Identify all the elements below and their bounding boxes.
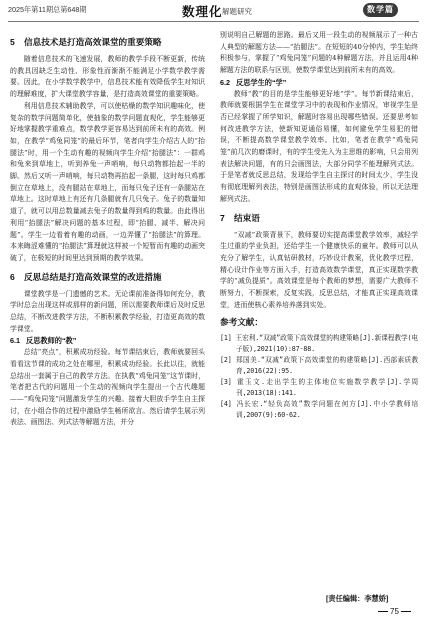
section-7-heading: [220, 212, 418, 224]
section-5-paragraph-1: 随着信息技术的飞速发展，教师的教学手段不断更新，传统的教具因缺乏生动性、形象性而渐渐不能满足小学数学教学需要。因此，在小学数学教学中，信息技术能有效降低学生对知识的理解难度，扩大课堂教学容量，是打造高效课堂的重要策略。: [10, 55, 205, 99]
section-5-heading: [10, 36, 205, 48]
page-number-dash-right: [401, 611, 411, 612]
issue-info: 2025年第11期总第648期: [8, 5, 87, 14]
right-column: [220, 30, 418, 421]
section-6-1-number: 6.1: [10, 336, 20, 346]
responsible-editor: [责任编辑：李慧娇]: [326, 594, 389, 603]
section-6-1-heading: [10, 335, 205, 347]
section-5-paragraph-2: 利用信息技术辅助教学，可以使枯燥的数学知识趣味化，使复杂的数学问题简单化，使抽象的数学问题直观化，学生能够更好地掌握教学重难点，数学教学更容易达到前所未有的高效。例如，在教学“鸡兔同笼”的最后环节，笔者向学生介绍古人的“抬腿法”时，用一个生动有趣的视频向学生介绍“抬腿法”：一群鸡和兔来到草地上，听到养兔一声哨响，每只动物都抬起一半的脚。然后又听一声哨响，每只动物再抬起一条腿，这时每只鸡都倒立在草地上，没有腿站在草地上，而每只兔子还有一条腿站在草地上。这时草地上有还有几条腿就有几只兔子。兔子的数量知道了，就可以用总数量减去兔子的数量得到鸡的数量。由此得出利用“抬腿法”解决问题的基本过程，即“抬腿、减半、解决问题”。学生一边看着有趣的动画，一边弄懂了“抬腿法”的算理。本来晦涩难懂的“抬腿法”算理就这样被一个短暂而有趣的动画突破了，在极短的时间里达到预期的教学效果。: [10, 101, 205, 262]
reference-item: [3] 霍玉文.走出学生的主体地位实施数学教学[J].学周刊,2013(18):141.: [220, 378, 418, 398]
section-6-paragraph-1: 课堂教学是一门遗憾的艺术。无论课前准备得如何充分，教学时总会出现这样或那样的新问题，所以需要教师课后及时反思总结，不断改进教学方法，不断积累教学经验，打造更高效的数学课堂。: [10, 289, 205, 333]
subject-badge: 数学篇: [363, 3, 398, 17]
section-6-2-number: 6.2: [220, 77, 230, 87]
section-6-2-heading: [220, 77, 418, 89]
section-5-number: 5: [10, 37, 15, 47]
reference-item: [4] 冯长宏.“轻负高效”数学问题在何方[J].中小学教师培训,2007(9):60-62.: [220, 400, 418, 420]
continued-paragraph: 别说明自己解题的思路。最后又用一段生动的视频展示了一种古人典型的解题方法——“抬腿法”。在短短的40分钟内，学生始终积极参与，掌握了“鸡兔同笼”问题的4种解题方法，并且运用4种解题方法的联系与区别，使数学课堂达到前所未有的高效。: [220, 31, 418, 75]
reference-item: [2] 郑国美.“双减”政策下高效课堂的构建策略[J].西部素质教育,2016(22):95.: [220, 356, 418, 376]
section-6-1-title: 反思教师的“教”: [26, 336, 77, 346]
left-column: [10, 30, 205, 429]
magazine-title: 数理化: [182, 5, 223, 19]
section-5-title: 信息技术是打造高效课堂的重要策略: [24, 37, 162, 47]
reference-item: [1] 王宏利.“双减”政策下高效课堂的构建策略[J].新课程教学(电子版),2021(10):87-88.: [220, 334, 418, 354]
page-number-value: 75: [390, 607, 399, 616]
section-7-title: 结束语: [234, 212, 260, 223]
section-6-2-paragraph-1: 教师“教”的目的是学生能够更好地“学”。每节新课结束后，教师就要根据学生在课堂学习中的表现和作业情况，审视学生是否已经掌握了所学知识，解题时容易出现哪些错误。还要思考如何改进教学方法，使新知更通俗易懂，如何避免学生易犯的错误，不断提高数学课堂教学效率。比如，笔者在教学“鸡兔同笼”前几次的磨课时，有的学生受先入为主思维的影响，只会用列表法解决问题，有的只会画图法，大部分同学不能理解列式法。于是笔者就反思总结，发现给学生自主探讨的时间太少，学生没有彻底理解列表法，特别是画图法形成的直观体验，所以无法理解列式法。: [220, 89, 418, 203]
section-7-paragraph-1: “双减”政策背景下，教师要切实提高课堂教学效率，减轻学生过重的学业负担，还给学生一个健康快乐的童年。教师可以从充分了解学生，认真钻研教材，巧妙设计教案，优化教学过程，精心设计作业等方面入手，打造高效数学课堂，真正实现数学教学的“减负提质”。高效课堂是每个教师的梦想，需要广大教师不断努力，不断探索，反复实践，反思总结，才能真正实现高效课堂，进而使核心素养培养落到实处。: [220, 230, 418, 309]
header-divider: [8, 21, 419, 22]
section-6-heading: [10, 271, 205, 283]
references-title: 参考文献：: [220, 317, 263, 328]
section-6-title: 反思总结是打造高效课堂的改进措施: [24, 271, 162, 282]
page-number: [376, 607, 413, 616]
section-6-2-title: 反思学生的“学”: [236, 77, 287, 87]
section-7-number: 7: [220, 212, 225, 223]
section-name: 解题研究: [222, 7, 252, 16]
section-6-1-paragraph-1: 总结“亮点”，积累成功经验。每节课结束后，教师就要回头看看这节课的成功之处在哪里，积累成功经验。长此以往，就能总结出一套属于自己的教学方法。在执教“鸡兔同笼”这节课时，笔者把古代的问题用一个生动的视频向学生提出一个古代趣题——“鸡兔同笼”问题激发学生的兴趣。接着大胆放手学生自主探讨，在小组合作的过程中激励学生畅所欲言。然后请学生展示列表法、画图法、列式法等解题方法，并分: [10, 348, 205, 427]
page-number-dash-left: [378, 611, 388, 612]
section-6-number: 6: [10, 271, 15, 282]
